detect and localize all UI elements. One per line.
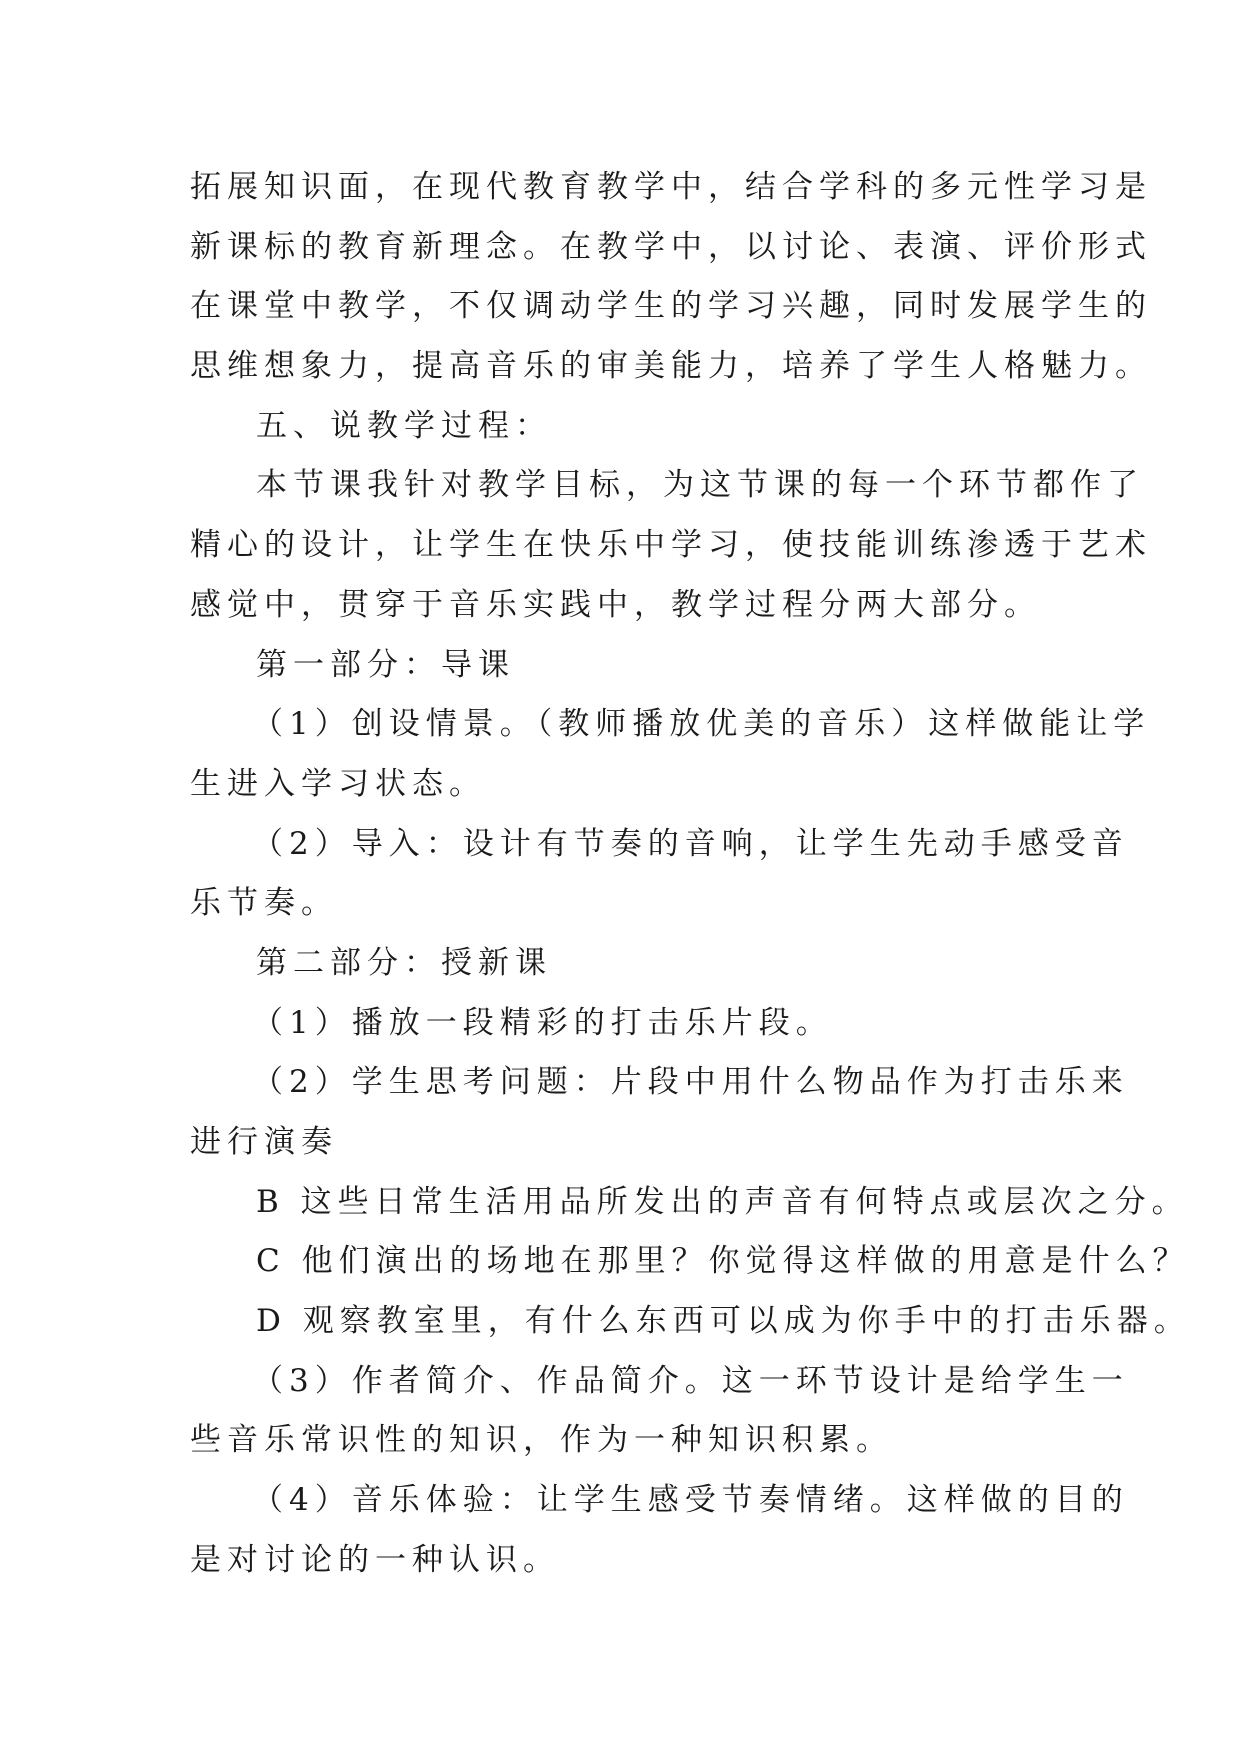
- list-item: D 观察教室里，有什么东西可以成为你手中的打击乐器。: [256, 1303, 1191, 1340]
- body-line: 乐节奏。: [190, 885, 338, 922]
- subsection-heading: 第一部分：导课: [256, 646, 515, 683]
- body-line: 些音乐常识性的知识，作为一种知识积累。: [190, 1422, 893, 1459]
- list-item: （2）学生思考问题：片段中用什么物品作为打击乐来: [252, 1064, 1129, 1101]
- list-item: B 这些日常生活用品所发出的声音有何特点或层次之分。: [256, 1183, 1189, 1220]
- body-line: 精心的设计，让学生在快乐中学习，使技能训练渗透于艺术: [190, 527, 1152, 564]
- list-item: （1）播放一段精彩的打击乐片段。: [252, 1004, 833, 1041]
- body-line: 新课标的教育新理念。在教学中，以讨论、表演、评价形式: [190, 228, 1152, 265]
- list-item: C 他们演出的场地在那里？你觉得这样做的用意是什么？: [256, 1243, 1190, 1280]
- body-line: 在课堂中教学，不仅调动学生的学习兴趣，同时发展学生的: [190, 288, 1152, 325]
- body-line: 感觉中，贯穿于音乐实践中，教学过程分两大部分。: [190, 586, 1041, 623]
- body-line: 生进入学习状态。: [190, 765, 486, 802]
- body-line: 拓展知识面，在现代教育教学中，结合学科的多元性学习是: [190, 169, 1152, 205]
- list-item: （2）导入：设计有节奏的音响，让学生先动手感受音: [252, 825, 1129, 862]
- body-line: 是对讨论的一种认识。: [190, 1541, 560, 1578]
- body-line: 进行演奏: [190, 1124, 338, 1160]
- document-body: [190, 158, 1191, 1591]
- subsection-heading: 第二部分：授新课: [256, 944, 552, 981]
- body-line: 本节课我针对教学目标，为这节课的每一个环节都作了: [256, 467, 1144, 504]
- list-item: （3）作者简介、作品简介。这一环节设计是给学生一: [252, 1362, 1129, 1399]
- list-item: （1）创设情景。（教师播放优美的音乐）这样做能让学: [252, 706, 1151, 743]
- section-heading: 五、说教学过程：: [256, 407, 552, 444]
- body-line: 思维想象力，提高音乐的审美能力，培养了学生人格魅力。: [190, 348, 1152, 385]
- list-item: （4）音乐体验：让学生感受节奏情绪。这样做的目的: [252, 1482, 1129, 1519]
